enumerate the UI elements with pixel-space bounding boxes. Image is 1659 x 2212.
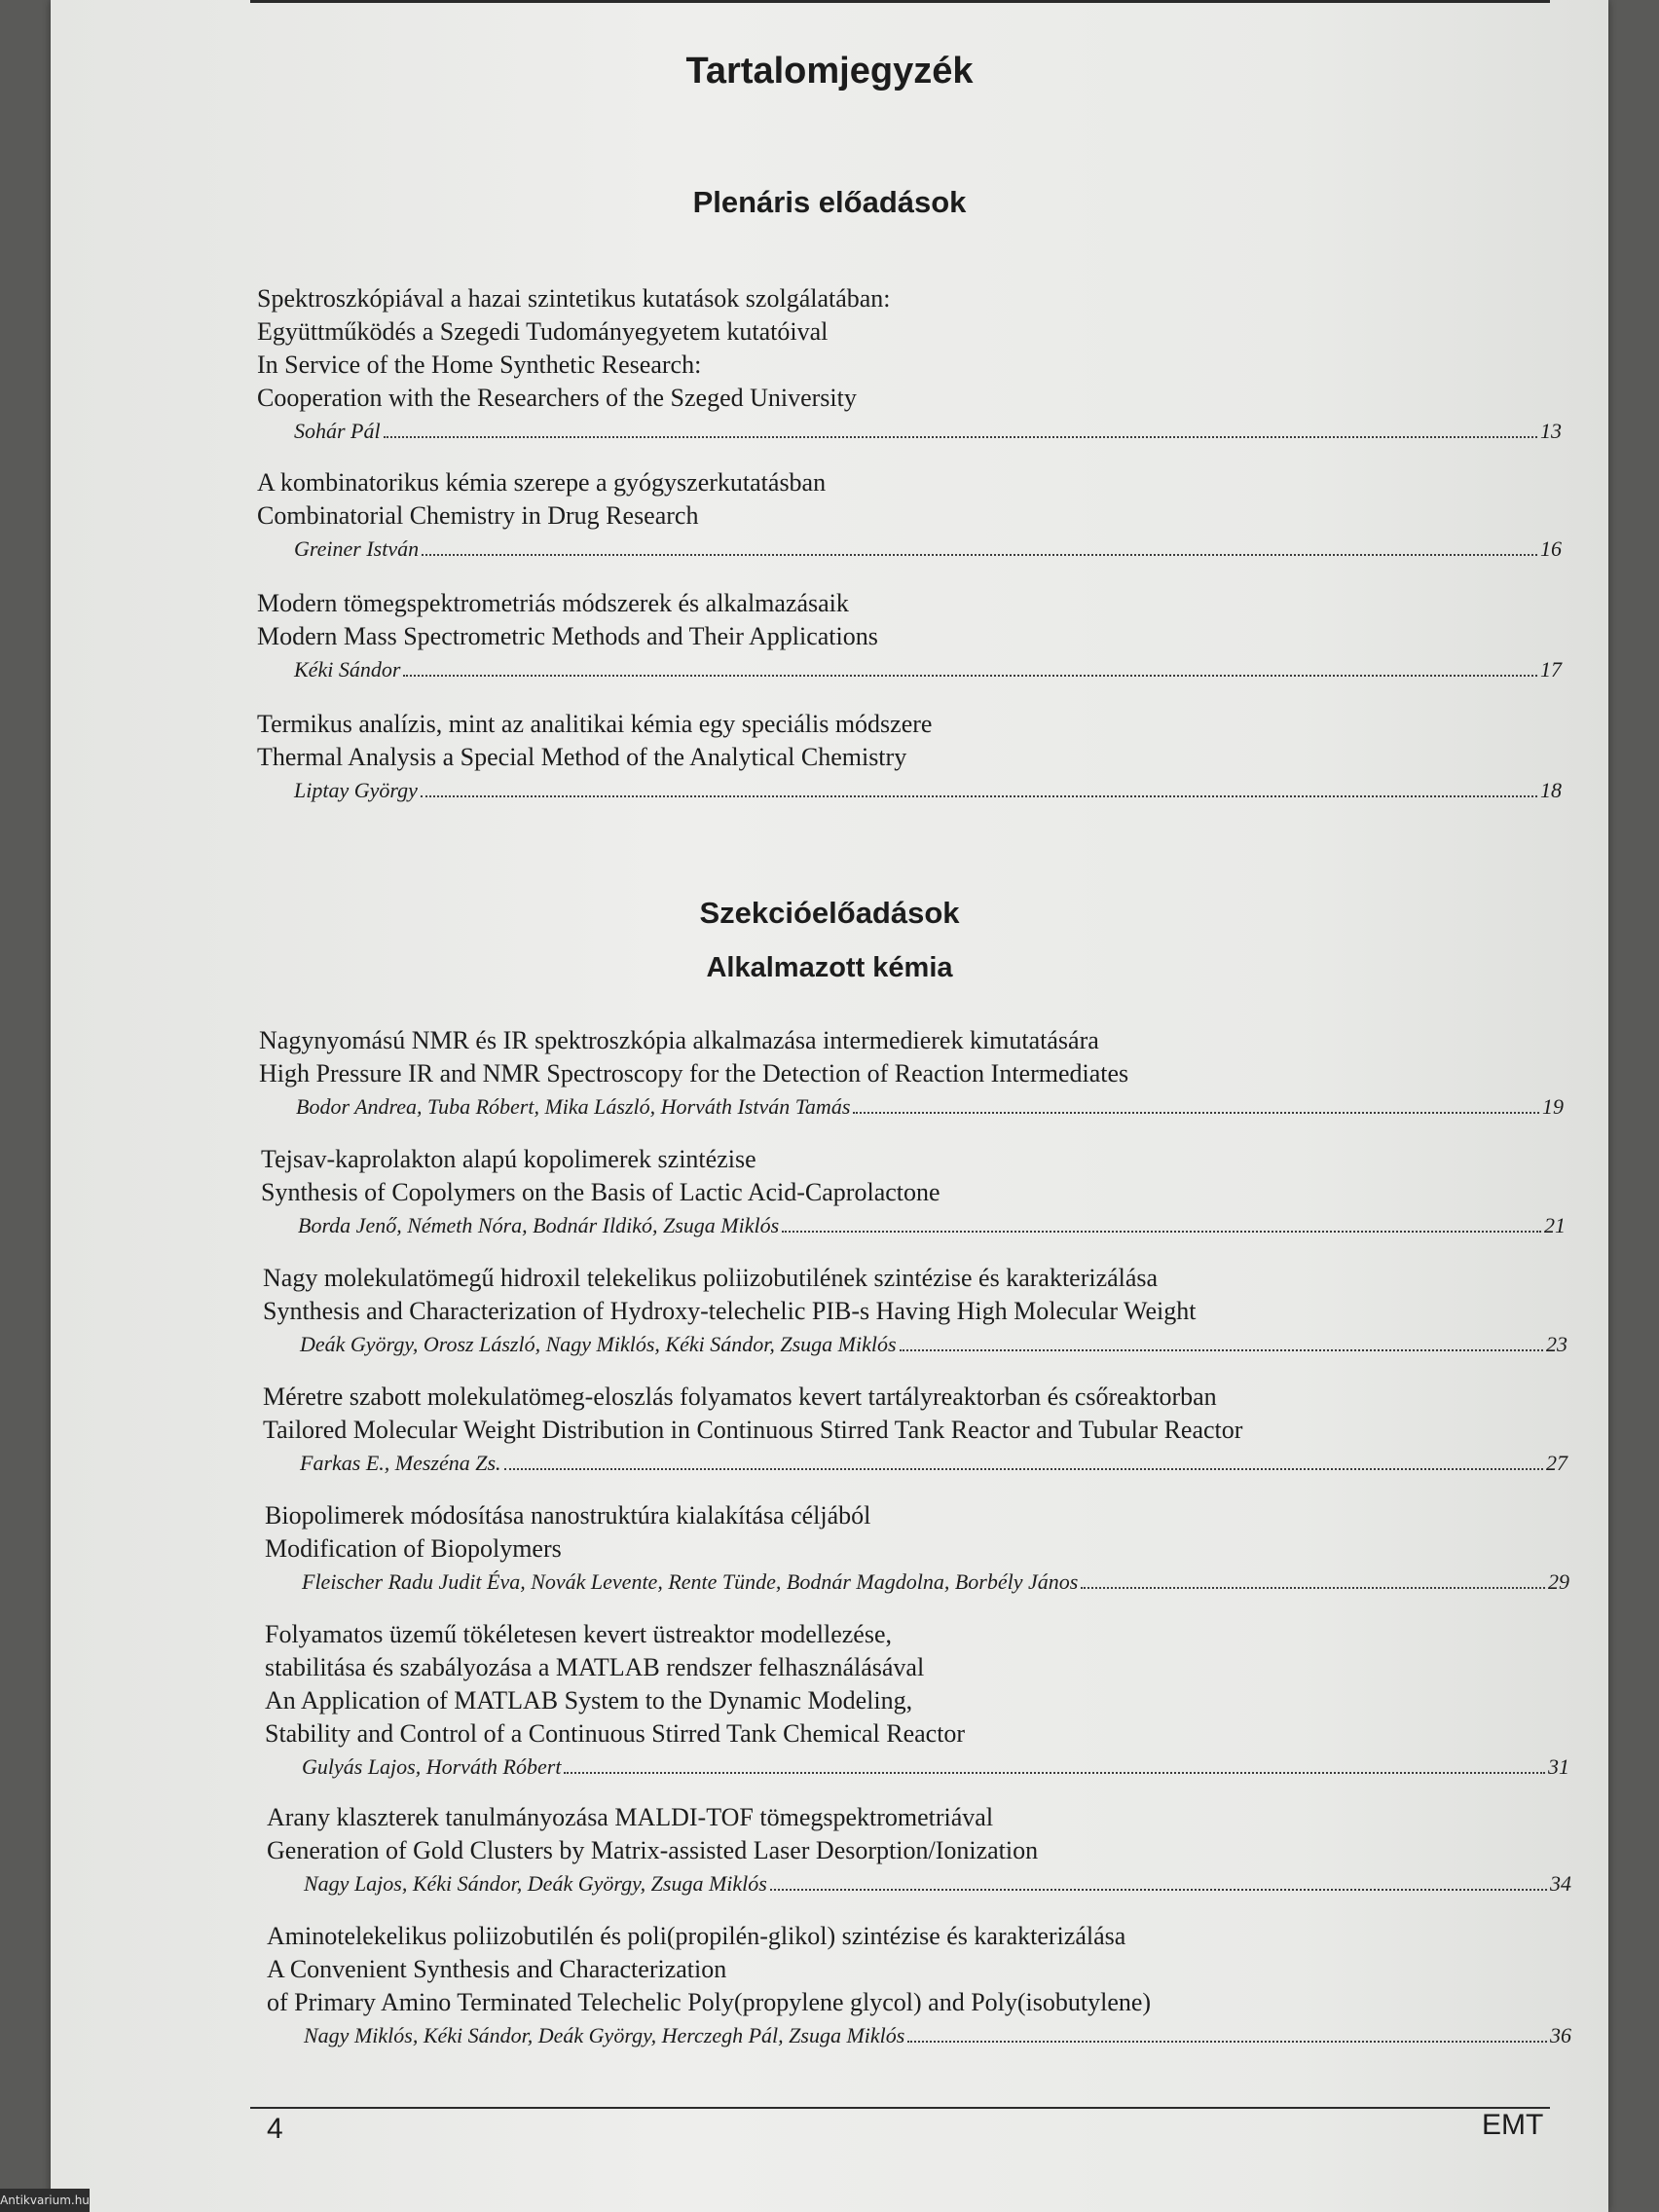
footer-page-number: 4 (267, 2113, 283, 2145)
toc-entry (265, 1499, 1569, 1599)
entry-title-line: A Convenient Synthesis and Characterization (267, 1955, 727, 1983)
toc-entry (267, 1801, 1571, 1900)
entry-page-number: 18 (1540, 778, 1562, 802)
dot-leader (564, 1771, 1545, 1774)
entry-authors: Farkas E., Meszéna Zs. (300, 1451, 501, 1475)
toc-entry (257, 282, 1562, 448)
entry-title-line: of Primary Amino Terminated Telechelic Poly(propylene glycol) and Poly(isobutylene) (267, 1988, 1152, 2016)
dot-leader (770, 1888, 1547, 1891)
dot-leader (384, 435, 1537, 438)
entry-title-line: Nagynyomású NMR és IR spektroszkópia alkalmazása intermedierek kimutatására (259, 1026, 1099, 1054)
entry-title-line: Cooperation with the Researchers of the Szeged University (257, 384, 857, 412)
dot-leader (422, 553, 1537, 556)
entry-author-row (294, 415, 1562, 448)
entry-title-line: Tailored Molecular Weight Distribution in Continuous Stirred Tank Reactor and Tubular Reactor (263, 1416, 1243, 1444)
toc-entry (265, 1618, 1569, 1784)
entry-title-line: Synthesis and Characterization of Hydroxy-telechelic PIB-s Having High Molecular Weight (263, 1297, 1197, 1325)
entry-title-line: Modification of Biopolymers (265, 1534, 562, 1563)
entry-author-row (294, 774, 1562, 807)
entry-authors: Sohár Pál (294, 419, 381, 443)
entry-page-number: 16 (1540, 536, 1562, 561)
entry-page-number: 21 (1544, 1213, 1566, 1237)
entry-title-line: Thermal Analysis a Special Method of the Analytical Chemistry (257, 743, 907, 771)
top-rule (250, 0, 1550, 3)
entry-title-line: Stability and Control of a Continuous Stirred Tank Chemical Reactor (265, 1719, 966, 1748)
entry-title-line: A kombinatorikus kémia szerepe a gyógyszerkutatásban (257, 468, 827, 497)
entry-author-row (298, 1209, 1566, 1242)
entry-title-line: stabilitása és szabályozása a MATLAB rendszer felhasználásával (265, 1653, 925, 1681)
toc-entry (257, 708, 1562, 807)
entry-page-number: 23 (1546, 1332, 1567, 1356)
sections-heading: Szekcióelőadások (699, 896, 960, 930)
entry-authors: Liptay György (294, 778, 418, 802)
entry-authors: Bodor Andrea, Tuba Róbert, Mika László, Horváth István Tamás (296, 1094, 851, 1119)
entry-authors: Fleischer Radu Judit Éva, Novák Levente, Rente Tünde, Bodnár Magdolna, Borbély János (302, 1569, 1079, 1594)
toc-entry (257, 466, 1562, 566)
dot-leader (403, 674, 1537, 677)
dot-leader (1081, 1586, 1545, 1589)
entry-author-row (294, 653, 1562, 686)
entry-title-line: Combinatorial Chemistry in Drug Research (257, 501, 699, 530)
entry-title-line: Termikus analízis, mint az analitikai kémia egy speciális módszere (257, 710, 933, 738)
toc-entry (263, 1262, 1567, 1361)
entry-title-line: Méretre szabott molekulatömeg-eloszlás folyamatos kevert tartályreaktorban és csőreaktorban (263, 1382, 1217, 1411)
entry-page-number: 27 (1546, 1451, 1567, 1475)
entry-title-line: Modern tömegspektrometriás módszerek és alkalmazásaik (257, 589, 849, 617)
entry-title-line: Folyamatos üzemű tökéletesen kevert üstreaktor modellezése, (265, 1620, 892, 1648)
watermark-stamp: Antikvarium.hu (0, 2189, 90, 2212)
entry-authors: Deák György, Orosz László, Nagy Miklós, Kéki Sándor, Zsuga Miklós (300, 1332, 897, 1356)
entry-author-row (302, 1751, 1569, 1784)
entry-title-line: An Application of MATLAB System to the Dynamic Modeling, (265, 1686, 913, 1714)
toc-entry (257, 587, 1562, 686)
entry-author-row (294, 533, 1562, 566)
entry-page-number: 29 (1548, 1569, 1569, 1594)
entry-title-line: Modern Mass Spectrometric Methods and Their Applications (257, 622, 878, 650)
page-title: Tartalomjegyzék (685, 51, 974, 92)
dot-leader (782, 1230, 1541, 1233)
entry-authors: Greiner István (294, 536, 420, 561)
dot-leader (421, 794, 1537, 797)
entry-title-line: Aminotelekelikus poliizobutilén és poli(propilén-glikol) szintézise és karakterizálása (267, 1922, 1126, 1950)
plenary-heading: Plenáris előadások (692, 185, 967, 219)
entry-page-number: 13 (1540, 419, 1562, 443)
entry-author-row (300, 1447, 1567, 1480)
dot-leader (853, 1111, 1539, 1114)
entry-page-number: 19 (1542, 1094, 1564, 1119)
toc-entry (259, 1024, 1564, 1124)
entry-title-line: Synthesis of Copolymers on the Basis of Lactic Acid-Caprolactone (261, 1178, 940, 1206)
entry-title-line: Arany klaszterek tanulmányozása MALDI-TOF tömegspektrometriával (267, 1803, 994, 1831)
toc-entry (263, 1381, 1567, 1480)
bottom-rule (250, 2107, 1550, 2109)
entry-author-row (304, 2019, 1571, 2052)
dot-leader (907, 2040, 1547, 2043)
dot-leader (900, 1348, 1543, 1351)
entry-authors: Borda Jenő, Németh Nóra, Bodnár Ildikó, Zsuga Miklós (298, 1213, 780, 1237)
entry-page-number: 34 (1550, 1871, 1571, 1896)
entry-title-line: Generation of Gold Clusters by Matrix-assisted Laser Desorption/Ionization (267, 1836, 1039, 1864)
toc-entry (261, 1143, 1566, 1242)
entry-title-line: In Service of the Home Synthetic Research: (257, 350, 702, 379)
entry-title-line: Spektroszkópiával a hazai szintetikus kutatások szolgálatában: (257, 284, 891, 313)
entry-authors: Kéki Sándor (294, 657, 401, 682)
entry-title-line: High Pressure IR and NMR Spectroscopy for the Detection of Reaction Intermediates (259, 1059, 1129, 1088)
entry-authors: Gulyás Lajos, Horváth Róbert (302, 1754, 562, 1779)
entry-title-line: Együttműködés a Szegedi Tudományegyetem kutatóival (257, 317, 829, 346)
entry-page-number: 36 (1550, 2023, 1571, 2047)
entry-author-row (296, 1090, 1564, 1124)
toc-entry (267, 1920, 1571, 2052)
entry-authors: Nagy Lajos, Kéki Sándor, Deák György, Zsuga Miklós (304, 1871, 767, 1896)
entry-author-row (304, 1867, 1571, 1900)
entry-authors: Nagy Miklós, Kéki Sándor, Deák György, Herczegh Pál, Zsuga Miklós (304, 2023, 905, 2047)
entry-title-line: Biopolimerek módosítása nanostruktúra kialakítása céljából (265, 1501, 871, 1530)
entry-page-number: 31 (1548, 1754, 1569, 1779)
subsection-heading: Alkalmazott kémia (706, 952, 953, 983)
dot-leader (504, 1467, 1543, 1470)
document-page (51, 0, 1608, 2212)
entry-title-line: Tejsav-kaprolakton alapú kopolimerek szintézise (261, 1145, 756, 1173)
entry-title-line: Nagy molekulatömegű hidroxil telekelikus poliizobutilének szintézise és karakterizálása (263, 1264, 1159, 1292)
entry-author-row (302, 1566, 1569, 1599)
footer-label: EMT (1482, 2109, 1544, 2141)
entry-author-row (300, 1328, 1567, 1361)
entry-page-number: 17 (1540, 657, 1562, 682)
